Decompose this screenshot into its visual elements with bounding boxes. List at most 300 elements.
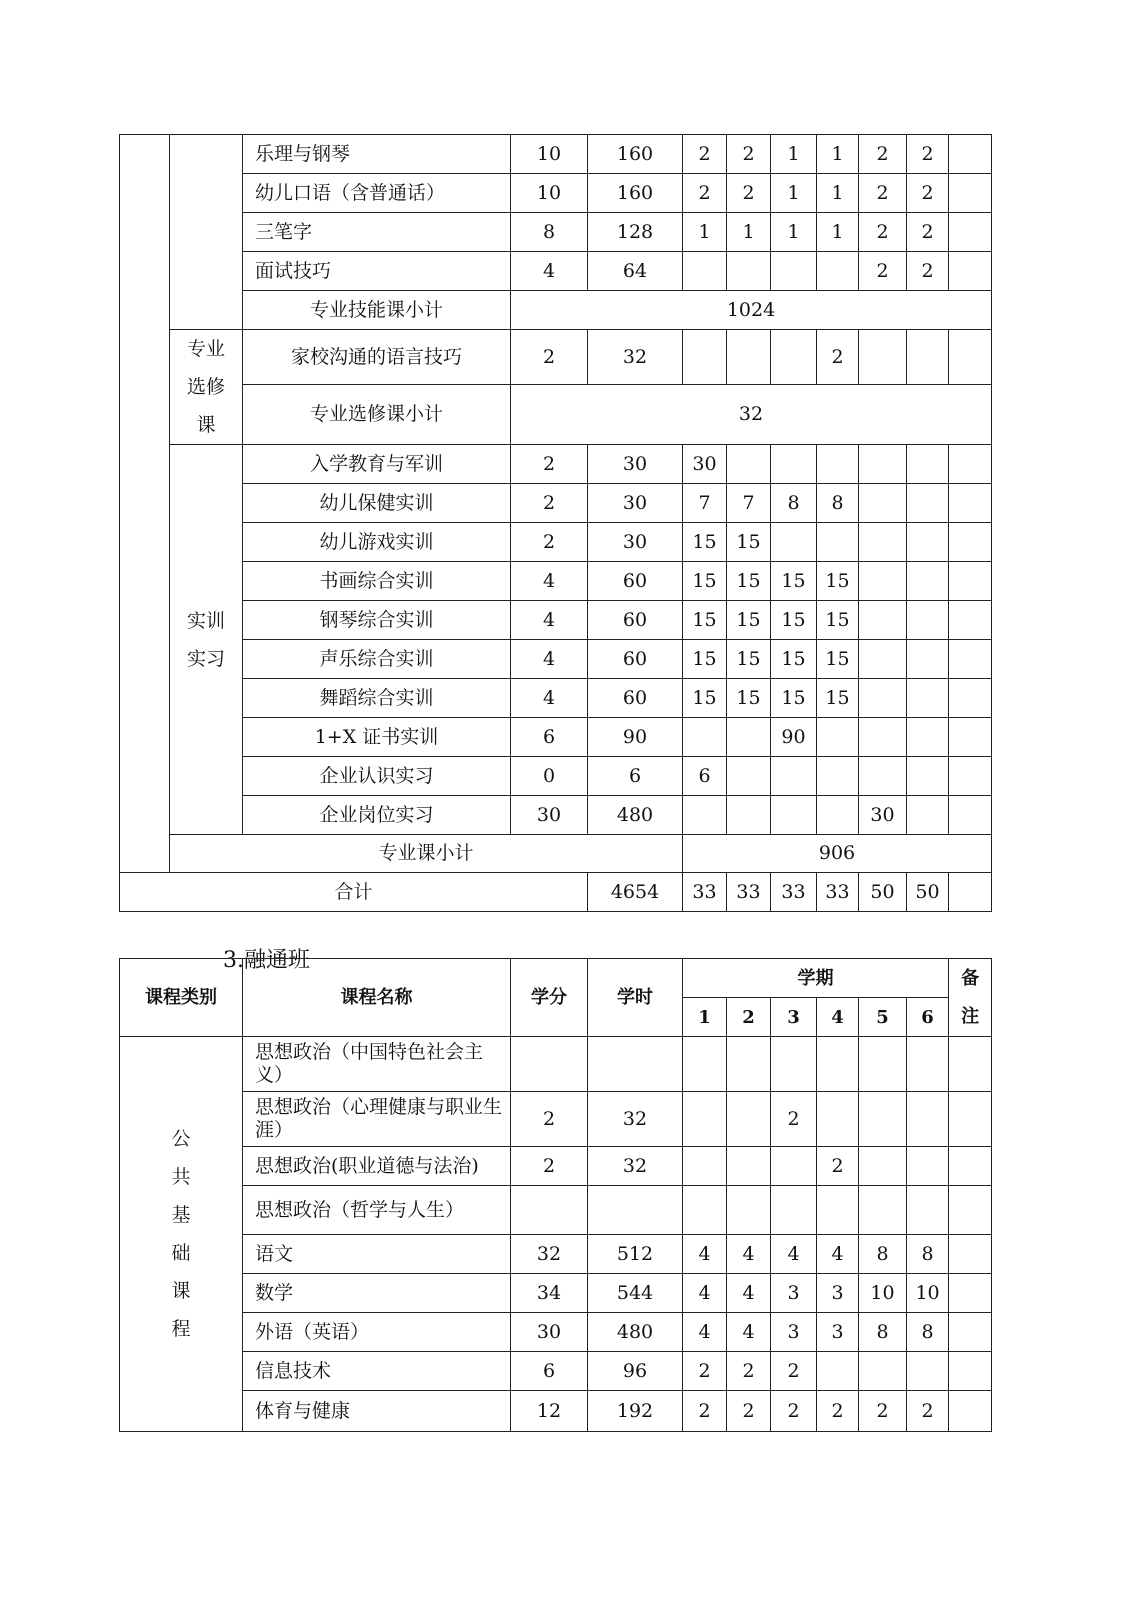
note-cell [949,330,992,385]
table-row [120,1147,992,1186]
semester-cell: 33 [683,873,727,912]
table-row [120,796,992,835]
semester-cell: 8 [771,484,817,523]
semester-cell: 2 [817,330,859,385]
curriculum-table-continued [119,134,992,912]
semester-cell [907,330,949,385]
semester-cell: 2 [859,1391,907,1432]
table-row [120,562,992,601]
semester-cell [817,1352,859,1391]
semester-cell [683,330,727,385]
semester-cell: 50 [859,873,907,912]
credits-cell: 10 [511,174,588,213]
semester-cell: 4 [817,1235,859,1274]
note-cell [949,1037,992,1092]
header-semester-number: 2 [727,998,771,1037]
hours-cell: 160 [588,135,683,174]
semester-cell: 1 [817,135,859,174]
semester-cell [859,1092,907,1147]
semester-cell [859,1186,907,1235]
course-name: 乐理与钢琴 [243,135,511,174]
note-cell [949,1092,992,1147]
semester-cell: 2 [859,174,907,213]
course-name: 入学教育与军训 [243,445,511,484]
semester-cell: 3 [817,1274,859,1313]
semester-cell: 7 [683,484,727,523]
note-cell [949,679,992,718]
semester-cell [727,757,771,796]
semester-cell [727,252,771,291]
course-name: 思想政治(职业道德与法治) [243,1147,511,1186]
credits-cell: 8 [511,213,588,252]
semester-cell [727,330,771,385]
semester-cell [907,679,949,718]
subtotal-value: 32 [511,385,992,445]
semester-cell: 4 [683,1274,727,1313]
semester-cell: 15 [683,562,727,601]
hours-cell: 160 [588,174,683,213]
credits-cell: 12 [511,1391,588,1432]
subtotal-value: 906 [683,835,992,873]
credits-cell: 4 [511,601,588,640]
hours-cell: 30 [588,484,683,523]
table-row [120,718,992,757]
category-label: 实训 实习 [170,445,243,835]
semester-cell [683,1147,727,1186]
note-cell [949,1274,992,1313]
semester-cell: 90 [771,718,817,757]
course-name: 幼儿口语（含普通话） [243,174,511,213]
header-semester-number: 6 [907,998,949,1037]
semester-cell [859,601,907,640]
credits-cell: 10 [511,135,588,174]
semester-cell: 2 [907,1391,949,1432]
semester-cell: 1 [771,135,817,174]
credits-cell: 32 [511,1235,588,1274]
course-name: 1+X 证书实训 [243,718,511,757]
hours-cell: 60 [588,601,683,640]
semester-cell: 2 [771,1352,817,1391]
table-row [120,174,992,213]
semester-cell [907,1186,949,1235]
table-row [120,1235,992,1274]
credits-cell: 2 [511,523,588,562]
note-cell [949,562,992,601]
semester-cell: 2 [817,1391,859,1432]
semester-cell [907,562,949,601]
credits-cell: 2 [511,445,588,484]
semester-cell: 15 [683,523,727,562]
semester-cell: 4 [683,1235,727,1274]
semester-cell: 15 [817,640,859,679]
hours-cell: 480 [588,796,683,835]
header-semester-number: 4 [817,998,859,1037]
course-name: 信息技术 [243,1352,511,1391]
semester-cell: 15 [771,679,817,718]
semester-cell [771,330,817,385]
semester-cell [683,1037,727,1092]
semester-cell: 33 [817,873,859,912]
semester-cell [771,252,817,291]
semester-cell [859,757,907,796]
course-name: 钢琴综合实训 [243,601,511,640]
semester-cell: 15 [727,679,771,718]
hours-cell [588,1037,683,1092]
header-course-name: 课程名称 [243,959,511,1037]
course-name: 幼儿游戏实训 [243,523,511,562]
credits-cell: 4 [511,562,588,601]
category-cell [120,135,170,873]
semester-cell [727,1147,771,1186]
hours-cell: 64 [588,252,683,291]
semester-cell [817,523,859,562]
credits-cell: 2 [511,1147,588,1186]
semester-cell: 2 [727,174,771,213]
subtotal-row [120,835,992,873]
header-semester-number: 3 [771,998,817,1037]
hours-cell: 32 [588,330,683,385]
semester-cell [683,252,727,291]
semester-cell: 1 [817,213,859,252]
semester-cell [907,601,949,640]
semester-cell: 2 [859,252,907,291]
credits-cell: 6 [511,718,588,757]
total-hours: 4654 [588,873,683,912]
semester-cell: 15 [817,562,859,601]
semester-cell [817,445,859,484]
semester-cell [907,718,949,757]
semester-cell [771,1147,817,1186]
semester-cell: 2 [817,1147,859,1186]
header-semester-number: 5 [859,998,907,1037]
semester-cell [771,523,817,562]
hours-cell: 96 [588,1352,683,1391]
semester-cell: 2 [907,135,949,174]
hours-cell: 90 [588,718,683,757]
header-hours: 学时 [588,959,683,1037]
table-row [120,1092,992,1147]
note-cell [949,796,992,835]
subtotal-row [120,385,992,445]
total-label: 合计 [120,873,588,912]
note-cell [949,640,992,679]
semester-cell [859,330,907,385]
semester-cell: 2 [683,135,727,174]
semester-cell [907,1352,949,1391]
table-row [120,1352,992,1391]
hours-cell: 30 [588,523,683,562]
semester-cell: 7 [727,484,771,523]
header-note: 备 注 [949,959,992,1037]
semester-cell: 15 [683,601,727,640]
course-name: 思想政治（中国特色社会主义） [243,1037,511,1092]
table-row [120,252,992,291]
semester-cell [683,718,727,757]
semester-cell: 15 [771,640,817,679]
semester-cell [907,1147,949,1186]
semester-cell [907,757,949,796]
note-cell [949,523,992,562]
semester-cell [859,1037,907,1092]
note-cell [949,174,992,213]
semester-cell: 15 [771,562,817,601]
semester-cell: 1 [771,174,817,213]
table-row [120,757,992,796]
semester-cell: 2 [907,252,949,291]
semester-cell: 2 [907,174,949,213]
semester-cell: 3 [771,1313,817,1352]
course-name: 思想政治（心理健康与职业生涯） [243,1092,511,1147]
note-cell [949,601,992,640]
semester-cell [727,1092,771,1147]
semester-cell: 4 [727,1235,771,1274]
table-row [120,484,992,523]
category-label: 专业 选修 课 [170,330,243,445]
semester-cell [907,1037,949,1092]
semester-cell: 15 [771,601,817,640]
header-category: 课程类别 [120,959,243,1037]
semester-cell: 15 [727,640,771,679]
semester-cell [859,640,907,679]
semester-cell [907,445,949,484]
semester-cell: 15 [727,562,771,601]
semester-cell: 4 [683,1313,727,1352]
course-name: 面试技巧 [243,252,511,291]
semester-cell: 33 [771,873,817,912]
semester-cell: 30 [683,445,727,484]
semester-cell: 8 [907,1313,949,1352]
semester-cell: 15 [727,523,771,562]
semester-cell: 4 [727,1274,771,1313]
subtotal-row [120,291,992,330]
table-row [120,679,992,718]
hours-cell: 6 [588,757,683,796]
semester-cell: 8 [907,1235,949,1274]
note-cell [949,252,992,291]
note-cell [949,1352,992,1391]
semester-cell: 1 [683,213,727,252]
hours-cell: 60 [588,640,683,679]
semester-cell: 15 [817,679,859,718]
note-cell [949,757,992,796]
subtotal-label: 专业技能课小计 [243,291,511,330]
note-cell [949,1391,992,1432]
semester-cell [907,1092,949,1147]
course-name: 幼儿保健实训 [243,484,511,523]
hours-cell [588,1186,683,1235]
semester-cell [727,1037,771,1092]
semester-cell: 2 [683,174,727,213]
semester-cell: 2 [771,1092,817,1147]
semester-cell: 6 [683,757,727,796]
credits-cell: 4 [511,679,588,718]
hours-cell: 192 [588,1391,683,1432]
semester-cell: 30 [859,796,907,835]
semester-cell [771,1037,817,1092]
hours-cell: 32 [588,1147,683,1186]
credits-cell [511,1186,588,1235]
semester-cell: 3 [817,1313,859,1352]
note-cell [949,213,992,252]
credits-cell: 4 [511,640,588,679]
semester-cell [859,718,907,757]
category-label: 公 共 基 础 课 程 [120,1037,243,1432]
course-name: 外语（英语） [243,1313,511,1352]
semester-cell: 2 [683,1352,727,1391]
semester-cell [771,757,817,796]
semester-cell [859,523,907,562]
subtotal-value: 1024 [511,291,992,330]
hours-cell: 60 [588,562,683,601]
hours-cell: 32 [588,1092,683,1147]
semester-cell: 2 [727,135,771,174]
semester-cell: 10 [859,1274,907,1313]
table-row [120,1313,992,1352]
semester-cell: 8 [859,1313,907,1352]
course-name: 舞蹈综合实训 [243,679,511,718]
course-name: 体育与健康 [243,1391,511,1432]
semester-cell [817,757,859,796]
semester-cell: 4 [771,1235,817,1274]
semester-cell: 2 [683,1391,727,1432]
semester-cell: 2 [859,213,907,252]
course-name: 三笔字 [243,213,511,252]
hours-cell: 512 [588,1235,683,1274]
hours-cell: 60 [588,679,683,718]
semester-cell [727,445,771,484]
note-cell [949,445,992,484]
semester-cell [727,718,771,757]
semester-cell [859,1352,907,1391]
section-caption: 3.融通班 [223,948,310,973]
header-credits: 学分 [511,959,588,1037]
semester-cell: 15 [817,601,859,640]
note-cell [949,484,992,523]
credits-cell [511,1037,588,1092]
course-name: 书画综合实训 [243,562,511,601]
curriculum-table-rongtong [119,958,992,1432]
note-cell [949,1235,992,1274]
course-name: 声乐综合实训 [243,640,511,679]
semester-cell [727,1186,771,1235]
semester-cell [907,523,949,562]
semester-cell [859,1147,907,1186]
semester-cell: 3 [771,1274,817,1313]
semester-cell: 2 [771,1391,817,1432]
semester-cell: 50 [907,873,949,912]
table-row [120,445,992,484]
total-row [120,873,992,912]
semester-cell [683,1186,727,1235]
header-semester: 学期 [683,959,949,998]
semester-cell [859,679,907,718]
semester-cell [817,796,859,835]
semester-cell: 1 [817,174,859,213]
semester-cell [817,718,859,757]
semester-cell [817,252,859,291]
semester-cell: 8 [817,484,859,523]
semester-cell: 1 [727,213,771,252]
course-name: 数学 [243,1274,511,1313]
semester-cell [727,796,771,835]
table-row [120,640,992,679]
semester-cell [683,1092,727,1147]
note-cell [949,718,992,757]
semester-cell: 10 [907,1274,949,1313]
table-row [120,523,992,562]
table-row [120,1274,992,1313]
course-name: 思想政治（哲学与人生） [243,1186,511,1235]
table-row [120,213,992,252]
semester-cell [771,445,817,484]
semester-cell: 15 [727,601,771,640]
semester-cell [859,445,907,484]
semester-cell: 2 [859,135,907,174]
table-row [120,330,992,385]
note-cell [949,1147,992,1186]
hours-cell: 30 [588,445,683,484]
hours-cell: 128 [588,213,683,252]
table-row [120,1186,992,1235]
semester-cell [817,1092,859,1147]
semester-cell [771,796,817,835]
table-row [120,135,992,174]
table-row [120,1037,992,1092]
course-name: 企业认识实习 [243,757,511,796]
credits-cell: 4 [511,252,588,291]
course-name: 家校沟通的语言技巧 [243,330,511,385]
semester-cell: 15 [683,679,727,718]
credits-cell: 2 [511,1092,588,1147]
semester-cell: 8 [859,1235,907,1274]
note-cell [949,1186,992,1235]
credits-cell: 6 [511,1352,588,1391]
category-cell [170,135,243,330]
note-cell [949,873,992,912]
semester-cell [817,1186,859,1235]
header-row [120,959,992,998]
credits-cell: 34 [511,1274,588,1313]
semester-cell [817,1037,859,1092]
semester-cell [683,796,727,835]
credits-cell: 2 [511,484,588,523]
semester-cell [859,562,907,601]
credits-cell: 0 [511,757,588,796]
semester-cell: 1 [771,213,817,252]
credits-cell: 30 [511,1313,588,1352]
semester-cell [859,484,907,523]
note-cell [949,135,992,174]
course-name: 企业岗位实习 [243,796,511,835]
semester-cell: 4 [727,1313,771,1352]
credits-cell: 2 [511,330,588,385]
semester-cell: 2 [907,213,949,252]
course-name: 语文 [243,1235,511,1274]
semester-cell [907,484,949,523]
credits-cell: 30 [511,796,588,835]
semester-cell [771,1186,817,1235]
table-row [120,601,992,640]
hours-cell: 544 [588,1274,683,1313]
subtotal-label: 专业课小计 [170,835,683,873]
note-cell [949,1313,992,1352]
semester-cell: 2 [727,1352,771,1391]
semester-cell [907,796,949,835]
table-row [120,1391,992,1432]
header-semester-number: 1 [683,998,727,1037]
subtotal-label: 专业选修课小计 [243,385,511,445]
semester-cell [907,640,949,679]
